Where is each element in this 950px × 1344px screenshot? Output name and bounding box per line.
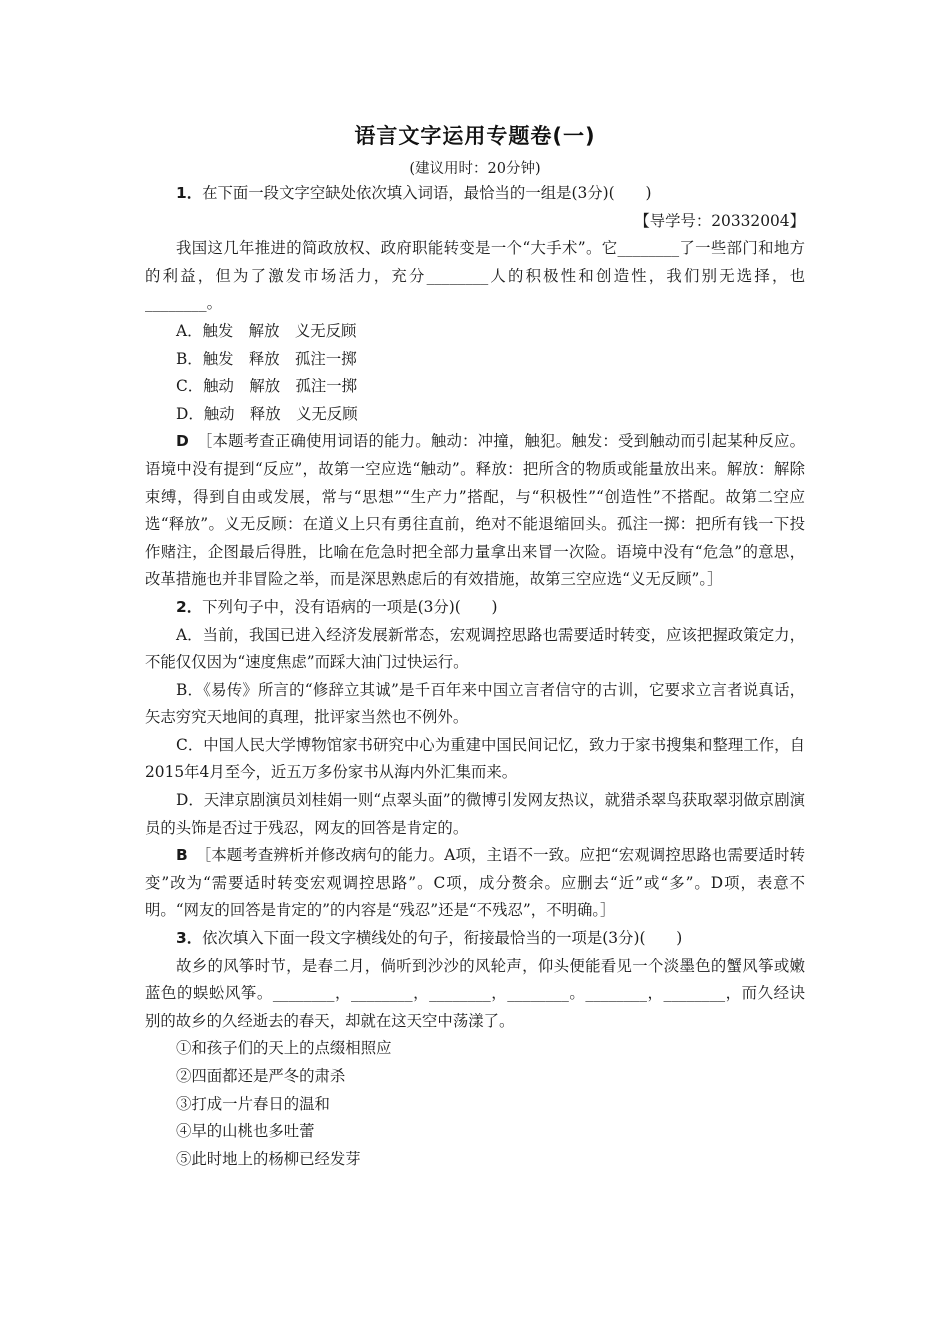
sentence-item-3: ③打成一片春日的温和 <box>176 1094 330 1113</box>
sentence-item-2: ②四面都还是严冬的肃杀 <box>176 1067 346 1085</box>
option-b: B．《易传》所言的“修辞立其诚”是千百年来中国立言者信守的古训，它要求立言者说真话，矢志穷究天地间的真理，批评家当然也不例外。 <box>145 680 805 727</box>
option-c: C．触动 解放 孤注一掷 <box>176 377 358 396</box>
option-a: A．触发 解放 义无反顾 <box>176 321 357 340</box>
answer-explanation: ［本题考查正确使用词语的能力。触动：冲撞，触犯。触发：受到触动而引起某种反应。语境中没有提到“反应”，故第一空应选“触动”。释放：把所含的物质或能量放出来。解放：解除束缚，得到自由或发展，常与“思想”“生产力”搭配，与“积极性”“创造性”不搭配。故第二空应选“释放”。义无反顾：在道义上只有勇往直前，绝对不能退缩回头。孤注一掷：把所有钱一下投作赌注，企图最后得胜，比喻在危急时把全部力量拿出来冒一次险。语境中没有“危急”的意思，改革措施也并非冒险之举，而是深思熟虑后的有效措施，故第三空应选“义无反顾”。］ <box>145 432 805 589</box>
question-3-stem: 3．依次填入下面一段文字横线处的句子，衔接最恰当的一项是(3分)( ) <box>176 929 683 948</box>
sentence-item-5: ⑤此时地上的杨柳已经发芽 <box>176 1149 361 1168</box>
question-2-stem: 2．下列句子中，没有语病的一项是(3分)( ) <box>176 597 498 616</box>
option-d: D．触动 释放 义无反顾 <box>176 404 358 423</box>
question-3-passage: 故乡的风筝时节，是春二月，倘听到沙沙的风轮声，仰头便能看见一个淡墨色的蟹风筝或嫩蓝色的蜈蚣风筝。________，________，________，________。________，________，而久经诀别的故乡的久经逝去的春天，却就在这天空中荡漾了。 <box>145 956 805 1030</box>
option-c: C．中国人民大学博物馆家书研究中心为重建中国民间记忆，致力于家书搜集和整理工作，自2015年4月至今，近五万多份家书从海内外汇集而来。 <box>145 735 805 782</box>
reference-number: 【导学号：20332004】 <box>634 211 805 230</box>
option-a: A．当前，我国已进入经济发展新常态，宏观调控思路也需要适时转变，应该把握政策定力，不能仅仅因为“速度焦虑”而踩大油门过快运行。 <box>145 625 805 672</box>
option-b: B．触发 释放 孤注一掷 <box>176 349 357 368</box>
question-1-passage: 我国这几年推进的简政放权、政府职能转变是一个“大手术”。它________了一些部门和地方的利益，但为了激发市场活力，充分________人的积极性和创造性，我们别无选择，也________。 <box>145 239 805 313</box>
question-number: 2． <box>176 597 203 616</box>
question-number: 3． <box>176 929 203 948</box>
page-title: 语言文字运用专题卷(一) <box>354 124 596 148</box>
answer-letter: D <box>176 432 189 451</box>
sentence-item-1: ①和孩子们的天上的点缀相照应 <box>176 1039 392 1058</box>
answer-explanation: ［本题考查辨析并修改病句的能力。A项，主语不一致。应把“宏观调控思路也需要适时转变”改为“需要适时转变宏观调控思路”。C项，成分赘余。应删去“近”或“多”。D项，表意不明。“网友的回答是肯定的”的内容是“残忍”还是“不残忍”，不明确。］ <box>145 846 805 920</box>
question-number: 1． <box>176 184 203 202</box>
document-body <box>145 180 805 1173</box>
option-d: D．天津京剧演员刘桂娟一则“点翠头面”的微博引发网友热议，就猎杀翠鸟获取翠羽做京剧演员的头饰是否过于残忍，网友的回答是肯定的。 <box>145 791 805 837</box>
question-2-answer <box>145 842 805 925</box>
question-1-answer <box>145 428 805 594</box>
sentence-item-4: ④早的山桃也多吐蕾 <box>176 1122 315 1141</box>
answer-letter: B <box>176 846 188 865</box>
question-1-stem: 1．在下面一段文字空缺处依次填入词语，最恰当的一组是(3分)( ) <box>176 184 652 202</box>
page-subtitle: (建议用时：20分钟) <box>409 161 541 177</box>
